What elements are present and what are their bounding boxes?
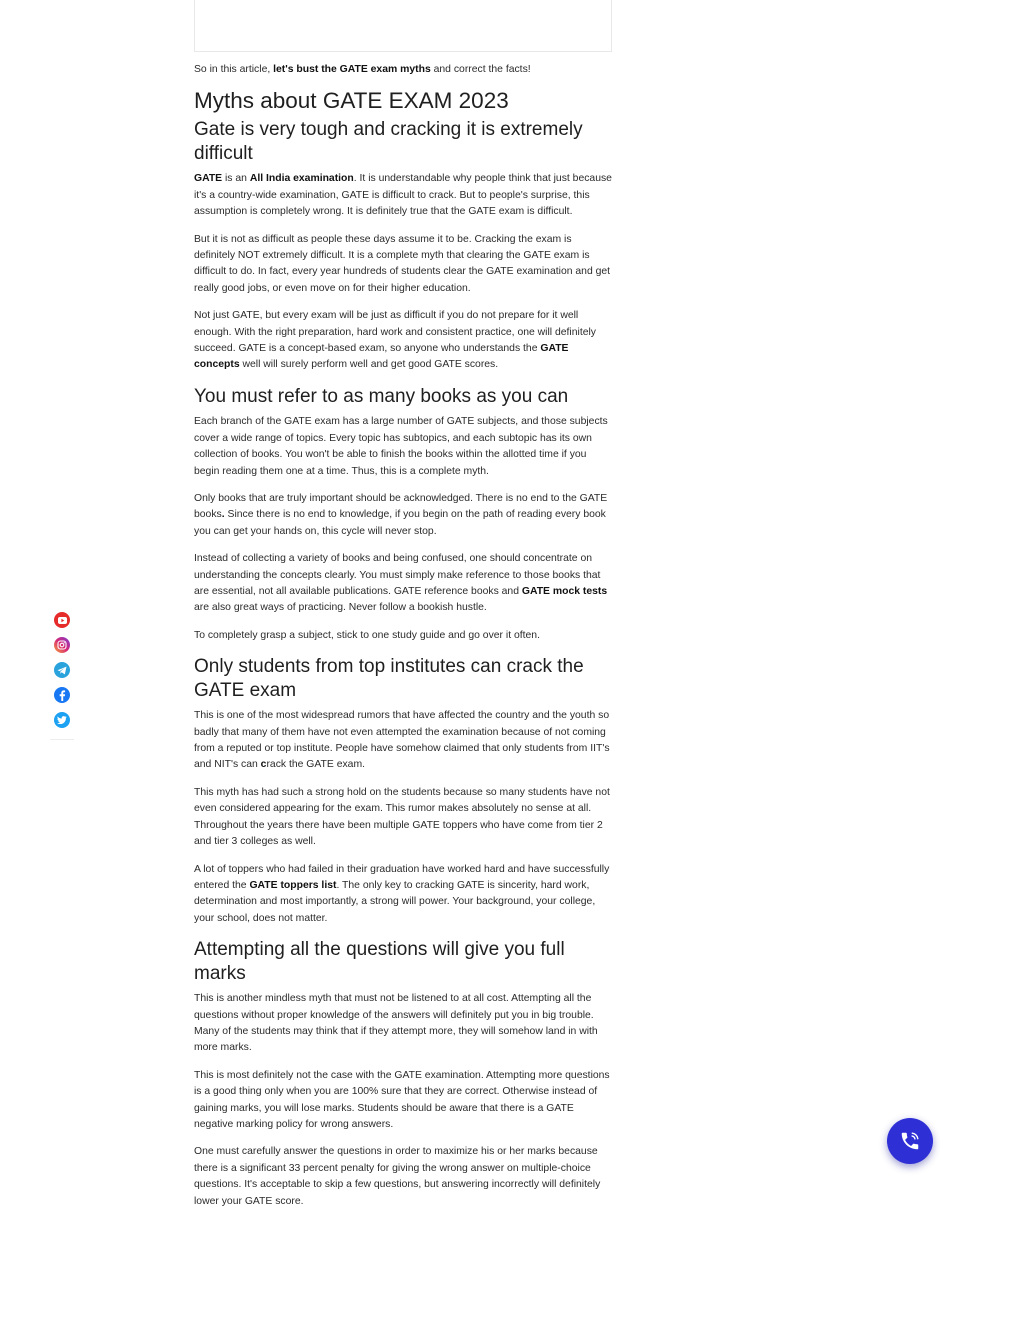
all-india-exam-link[interactable]: All India examination [249, 173, 354, 185]
myth-4-paragraph-3: One must carefully answer the questions in order to maximize his or her marks because there is a significant 33 percent penalty for giving the wrong answer on multiple-choice questions. It's acceptable to skip a few questions, but answering incorrectly will definitely lower your GATE score. [194, 1146, 601, 1207]
social-share-bar [50, 612, 74, 740]
telegram-icon[interactable] [54, 662, 70, 678]
intro-paragraph: So in this article, let's bust the GATE exam myths and correct the facts! [194, 64, 531, 75]
myth-2-heading: You must refer to as many books as you can [194, 385, 569, 407]
page-heading: Myths about GATE EXAM 2023 [194, 88, 509, 114]
myth-3-paragraph-2: This myth has had such a strong hold on the students because so many students have not even considered appearing for the exam. This rumor makes absolutely no sense at all. Throughout the years there have been multiple GATE toppers who have come from tier 2 and tier 3 colleges as well. [194, 786, 610, 848]
myth-1-heading: Gate is very tough and cracking it is extremely difficult [194, 119, 583, 164]
gate-mock-tests-link[interactable]: GATE mock tests [521, 586, 608, 598]
myth-4-paragraph-2: This is most definitely not the case with the GATE examination. Attempting more questions is a good thing only when you are 100% sure that they are correct. Otherwise instead of gaining marks, you will lose marks. Students should be aware that there is a GATE negative marking policy for wrong answers. [194, 1069, 610, 1130]
twitter-icon[interactable] [54, 712, 70, 728]
gate-toppers-list-link[interactable]: GATE toppers list [249, 879, 337, 891]
myth-2-paragraph-4: To completely grasp a subject, stick to one study guide and go over it often. [194, 629, 540, 641]
myth-2-paragraph-1: Each branch of the GATE exam has a large number of GATE subjects, and those subjects cover a wide range of topics. Every topic has subtopics, and each subtopic has its own collection of books. You won't be able to finish the books within the allotted time if you begin reading them one at a time. Thus, this is a complete myth. [194, 416, 608, 477]
social-bar-divider [50, 739, 74, 740]
myth-3-heading: Only students from top institutes can crack the GATE exam [194, 656, 584, 701]
article-body [194, 62, 614, 1221]
myth-3-paragraph-3: A lot of toppers who had failed in their graduation have worked hard and have successfully entered the GATE toppers list. The only key to cracking GATE is sincerity, hard work, determination and most importantly, a strong will power. Your background, your college, your school, does not matter. [194, 863, 610, 924]
facebook-icon[interactable] [54, 687, 70, 703]
myth-1-paragraph-2: But it is not as difficult as people these days assume it to be. Cracking the exam is definitely NOT extremely difficult. It is a complete myth that clearing the GATE exam is difficult to do. In fact, every year hundreds of students clear the GATE examination and get really good jobs, or even move on for their higher education. [194, 233, 611, 294]
myth-4-heading: Attempting all the questions will give you full marks [194, 939, 565, 984]
instagram-icon[interactable] [54, 637, 70, 653]
youtube-icon[interactable] [54, 612, 70, 628]
myth-2-paragraph-2: Only books that are truly important should be acknowledged. There is no end to the GATE books. Since there is no end to knowledge, if you begin on the path of reading every book you can get your hands on, this cycle will never stop. [194, 493, 608, 537]
myth-1-paragraph-3: Not just GATE, but every exam will be just as difficult if you do not prepare for it well enough. With the right preparation, hard work and consistent practice, one will definitely succeed. GATE is a concept-based exam, so anyone who understands the GATE concepts well will surely perform well and get good GATE scores. [194, 310, 596, 371]
myth-1-paragraph-1: GATE is an All India examination. It is understandable why people think that just because it's a country-wide examination, GATE is difficult to crack. But to people's surprise, this assumption is completely wrong. It is definitely true that the GATE exam is difficult. [194, 173, 612, 218]
myth-3-paragraph-1: This is one of the most widespread rumors that have affected the country and the youth so badly that many of them have not even attempted the examination because of not coming from a reputed or top institute. People have somehow claimed that only students from IIT's and NIT's can crack the GATE exam. [194, 710, 610, 771]
embedded-content-frame [194, 0, 612, 52]
myth-4-paragraph-1: This is another mindless myth that must not be listened to at all cost. Attempting all the questions without proper knowledge of the answers will definitely put you in big trouble. Many of the students may think that if they attempt more, they will somehow land in with more marks. [194, 993, 598, 1054]
myth-2-paragraph-3: Instead of collecting a variety of books and being confused, one should concentrate on understanding the concepts clearly. You must simply make reference to those books that are essential, not all available publications. GATE reference books and GATE mock tests are also great ways of practicing. Never follow a bookish hustle. [194, 553, 608, 614]
gate-concepts-link[interactable]: GATE concepts [194, 343, 569, 371]
phone-icon [899, 1130, 921, 1152]
intro-emphasis: let's bust the GATE exam myths [273, 64, 431, 75]
gate-link[interactable]: GATE [194, 173, 223, 185]
call-button[interactable] [887, 1118, 933, 1164]
